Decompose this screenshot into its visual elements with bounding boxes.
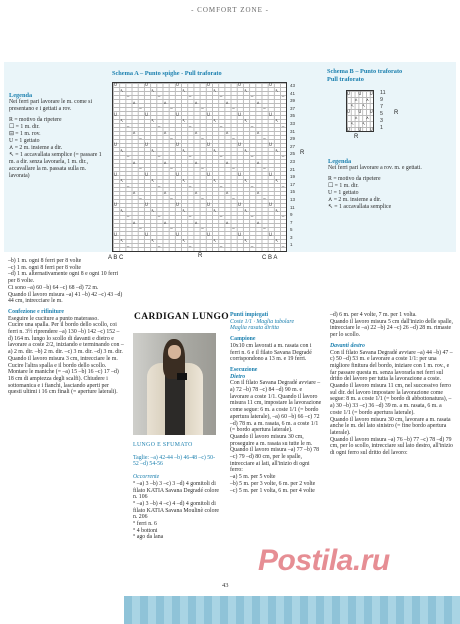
occorrente-heading: Occorrente (133, 474, 160, 481)
chart-stitch-symbol: − (157, 244, 161, 249)
text-column-1 (8, 258, 124, 396)
chart-stitch-symbol: ⋏ (256, 130, 260, 135)
chart-stitch-symbol: U (176, 232, 179, 237)
chart-stitch-symbol: U (358, 109, 362, 114)
chart-stitch-symbol: U (176, 202, 179, 207)
col3-campione: 10x10 cm lavorati a m. rasata con i ferri n. 6 e il filato Savana Degradé corrispondono a 13 m. e 19 ferri. (230, 342, 312, 363)
chart-stitch-symbol: ⋏ (256, 100, 260, 105)
chart-stitch-symbol: U (176, 172, 179, 177)
chart-stitch-symbol: ↖ (244, 148, 248, 153)
chart-stitch-symbol: − (138, 166, 143, 171)
chart-stitch-symbol: ↖ (182, 208, 186, 213)
legend-right-item: ⋏ = 2 m. insieme a dir. (328, 197, 382, 203)
chart-stitch-symbol: − (250, 94, 254, 99)
col1-line: Ci sono –a) 60 –b) 64 –c) 68 –d) 72 m. (8, 284, 99, 291)
chart-stitch-symbol: ↖ (275, 238, 279, 243)
chart-row-number: 13 (290, 196, 296, 202)
chart-stitch-symbol: − (126, 94, 130, 99)
chart-stitch-symbol: − (169, 196, 174, 201)
chart-b-label-bottom: R (354, 134, 359, 140)
chart-row-number: 11 (290, 204, 295, 210)
chart-stitch-symbol: ↖ (362, 121, 366, 126)
chart-row-number: 9 (380, 97, 383, 103)
chart-stitch-symbol: − (157, 154, 161, 159)
col4-line: Quando il lavoro misura 5 cm dall'inizio delle spalle, intrecciare le –a) 22 –b) 24 –c) 26 –d) 28 m. rimaste per lo scollo. (330, 318, 453, 339)
chart-stitch-symbol: − (169, 136, 174, 141)
chart-b-row-numbers (380, 90, 386, 132)
occorrente-item: ° –a) 3 –b) 3 –c) 3 –d) 4 gomitoli di filato KATIA Savana Degradé colore n. 106 (133, 480, 219, 501)
legend-right-item: U = 1 gettato (328, 190, 359, 196)
legend-right-item: R = motivo da ripetere (328, 176, 381, 182)
col4-line: –d) 6 m. per 4 volte, 7 m. per 1 volta. (330, 312, 417, 318)
chart-stitch-symbol: ⋏ (163, 190, 167, 195)
col3-heading-esecuzione: Esecuzione (230, 366, 258, 373)
chart-stitch-symbol: ↖ (244, 238, 248, 243)
chart-a-label-right: C B A (262, 255, 278, 261)
col1-line: Eseguire le cuciture a punto materasso. (8, 315, 99, 322)
col1-line: Quando il lavoro misura –a) 41 –b) 42 –c) 43 –d) 44 cm, intrecciare le m. (8, 291, 123, 305)
chart-stitch-symbol: − (138, 226, 143, 231)
chart-stitch-symbol: U (347, 91, 350, 96)
chart-stitch-symbol: − (138, 106, 143, 111)
chart-stitch-symbol: − (138, 136, 143, 141)
chart-stitch-symbol: U (238, 112, 241, 117)
chart-stitch-symbol: U (238, 202, 241, 207)
chart-stitch-symbol: ↖ (182, 88, 186, 93)
chart-row-number: 5 (290, 227, 293, 233)
legend-left-heading: Legenda (9, 92, 33, 99)
col4-line: Quando il lavoro misura 11 cm, nel successivo ferro sul dir. del lavoro impostare la lavorazione come segue: 8 m. a coste 1/1 (= bordo di abbottonatura), –a) 30 –b) 33 –c) 36 –d) 39 m. a m. rasata, 6 m. a coste 1/1 (= bordo apertura laterale). (330, 383, 452, 416)
chart-stitch-symbol: U (176, 82, 179, 87)
chart-stitch-symbol: − (281, 184, 285, 189)
legend-right-intro: Nei ferri pari lavorare a rov. m. e gettati. (328, 165, 422, 171)
chart-stitch-symbol: U (238, 82, 241, 87)
chart-stitch-symbol: − (262, 166, 267, 171)
chart-stitch-symbol: U (207, 112, 210, 117)
chart-stitch-symbol: − (188, 184, 192, 189)
chart-stitch-symbol: − (219, 184, 223, 189)
chart-stitch-symbol: ↖ (213, 88, 217, 93)
chart-stitch-symbol: ⋏ (354, 97, 358, 102)
chart-stitch-symbol: − (281, 244, 285, 249)
col3-sub-coste: Coste 1/1 · Maglia tubolare (230, 318, 295, 325)
chart-stitch-symbol: ↖ (151, 178, 155, 183)
chart-stitch-symbol: U (369, 127, 373, 132)
chart-stitch-symbol: U (114, 112, 117, 117)
chart-stitch-symbol: − (188, 214, 192, 219)
chart-stitch-symbol: U (347, 127, 350, 132)
chart-row-number: 43 (290, 83, 296, 88)
chart-row-number: 9 (290, 212, 293, 218)
chart-stitch-symbol: − (157, 214, 161, 219)
chart-stitch-symbol: ↖ (120, 208, 124, 213)
chart-stitch-symbol: ⋏ (194, 220, 198, 225)
chart-stitch-symbol: ↖ (350, 121, 355, 126)
chart-b-title-line1: Schema B – Punto traforato (327, 68, 403, 75)
col1-line: Quando il lavoro misura 3 cm, intrecciare le m. (8, 355, 118, 362)
chart-stitch-symbol: ↖ (275, 88, 279, 93)
chart-stitch-symbol: U (207, 172, 210, 177)
chart-row-number: 3 (380, 118, 383, 124)
chart-stitch-symbol: ⋏ (354, 115, 358, 120)
chart-stitch-symbol: − (250, 184, 254, 189)
chart-stitch-symbol: − (262, 226, 267, 231)
chart-stitch-symbol: U (145, 112, 148, 117)
chart-stitch-symbol: ⋏ (225, 160, 229, 165)
chart-stitch-symbol: − (281, 154, 285, 159)
chart-stitch-symbol: − (169, 226, 174, 231)
chart-stitch-symbol: U (358, 127, 362, 132)
occorrente-item: ° –a) 3 –b) 4 –c) 4 –d) 4 gomitoli di filato KATIA Savana Moulinè colore n. 206 (133, 500, 219, 521)
chart-stitch-symbol: U (369, 91, 373, 96)
chart-stitch-symbol: − (188, 154, 192, 159)
chart-stitch-symbol: − (200, 106, 205, 111)
legend-left-item: ↖ = 1 accavallata semplice (= passare 1 m. a dir. senza lavorarla, 1 m. dir., accavallare la m. passata sulla m. lavorata) (9, 152, 102, 179)
chart-stitch-symbol: ⋏ (225, 100, 229, 105)
col3-heading-punti: Punti impiegati (230, 312, 269, 318)
col4-line: Quando il lavoro misura 30 cm, lavorare a m. rasata anche le m. del lato sinistro (= fine bordo apertura laterale). (330, 416, 451, 436)
chart-stitch-symbol: U (145, 232, 148, 237)
chart-stitch-symbol: ↖ (151, 208, 155, 213)
chart-stitch-symbol: U (238, 172, 241, 177)
col3-dietro2: Quando il lavoro misura 30 cm, proseguire a m. rasata su tutte le m. Quando il lavoro misura –a) 77 –b) 78 –c) 79 –d) 80 cm, per le spalle, intrecciare ai lati, all'inizio di ogni ferro: (230, 433, 320, 474)
chart-row-number: 41 (290, 90, 296, 96)
chart-stitch-symbol: U (369, 109, 373, 114)
chart-stitch-symbol: ↖ (151, 118, 155, 123)
chart-stitch-symbol: − (231, 166, 236, 171)
chart-stitch-symbol: ⋏ (132, 220, 136, 225)
col4-heading: Davanti destro (330, 342, 365, 349)
chart-stitch-symbol: ⋏ (256, 160, 260, 165)
chart-stitch-symbol: ⋏ (194, 100, 198, 105)
chart-b-title (327, 68, 402, 84)
chart-stitch-symbol: U (145, 82, 148, 87)
chart-stitch-symbol: ↖ (275, 208, 279, 213)
chart-row-number: 1 (290, 242, 293, 248)
chart-stitch-symbol: − (169, 106, 174, 111)
chart-stitch-symbol: U (358, 91, 362, 96)
chart-stitch-symbol: ⋏ (225, 220, 229, 225)
chart-row-number: 15 (290, 189, 296, 195)
legend-left-item: U = 1 gettato (9, 138, 40, 144)
chart-row-number: 3 (290, 234, 293, 240)
chart-stitch-symbol: ⋏ (225, 190, 229, 195)
chart-stitch-symbol: ⋏ (163, 130, 167, 135)
occorrente-item: ° ferri n. 6 (133, 521, 157, 528)
chart-stitch-symbol: U (207, 142, 210, 147)
chart-stitch-symbol: U (114, 232, 117, 237)
chart-stitch-symbol: ⋏ (194, 130, 198, 135)
chart-row-number: 7 (290, 219, 293, 225)
chart-stitch-symbol: ↖ (213, 238, 217, 243)
chart-stitch-symbol: U (145, 202, 148, 207)
chart-stitch-symbol: U (114, 172, 117, 177)
chart-row-number: 39 (290, 98, 296, 104)
chart-stitch-symbol: ⋏ (163, 160, 167, 165)
chart-stitch-symbol: − (281, 124, 285, 129)
chart-stitch-symbol: U (145, 172, 148, 177)
legend-left-item: ⋏ = 2 m. insieme a dir. (9, 145, 63, 151)
chart-stitch-symbol: − (250, 244, 254, 249)
chart-stitch-symbol: U (347, 109, 350, 114)
chart-stitch-symbol: U (207, 202, 210, 207)
chart-stitch-symbol: − (231, 226, 236, 231)
page-header: - COMFORT ZONE - (191, 6, 269, 14)
watermark-logo: Postila.ru (258, 544, 390, 577)
chart-stitch-symbol: ↖ (350, 103, 355, 108)
cardigan-photo (133, 333, 216, 435)
chart-stitch-symbol: ↖ (275, 148, 279, 153)
col3-sub-maglia: Maglia rasata diritta (230, 325, 279, 332)
chart-a-title: Schema A – Punto spighe - Pull traforato (112, 70, 222, 77)
text-column-4 (330, 312, 454, 457)
legend-left-item: ☐ = 1 m. dir. (9, 124, 40, 130)
col1-line: Cucire l'altra spalla e il bordo dello scollo. Montare le maniche (= –a) 15 –b) 16 –c) 17 –d) 18 cm di ampiezza degli scalfi). Chiudere i sottomanica e i fianchi, lasciando aperti per questi ultimi i 16 cm finali (= aperture laterali). (8, 362, 119, 396)
chart-stitch-symbol: − (157, 184, 161, 189)
chart-stitch-symbol: ⋏ (163, 100, 167, 105)
chart-stitch-symbol: ⋏ (256, 220, 260, 225)
chart-stitch-symbol: − (231, 106, 236, 111)
chart-row-number: 27 (290, 143, 296, 149)
chart-stitch-symbol: ⋏ (256, 190, 260, 195)
chart-stitch-symbol: − (169, 166, 174, 171)
occorrente-item: ° ago da lana (133, 534, 164, 541)
chart-stitch-symbol: U (207, 82, 210, 87)
chart-stitch-symbol: U (269, 82, 272, 87)
text-column-3 (230, 312, 322, 494)
chart-stitch-symbol: − (188, 124, 192, 129)
chart-stitch-symbol: ↖ (213, 148, 217, 153)
chart-stitch-symbol: U (176, 112, 179, 117)
chart-stitch-symbol: − (231, 136, 236, 141)
chart-stitch-symbol: ⋏ (225, 130, 229, 135)
chart-stitch-symbol: U (238, 232, 241, 237)
text-column-2 (133, 442, 219, 541)
chart-stitch-symbol: U (269, 202, 272, 207)
knit-texture-strip (124, 596, 460, 624)
chart-stitch-symbol: U (207, 232, 210, 237)
chart-stitch-symbol: U (145, 142, 148, 147)
chart-row-number: 21 (290, 166, 296, 172)
chart-row-number: 19 (290, 174, 296, 180)
chart-stitch-symbol: ↖ (120, 148, 124, 153)
chart-stitch-symbol: ↖ (213, 118, 217, 123)
chart-b-grid (346, 90, 374, 132)
legend-left-item: ⊟ = 1 m. rov. (9, 131, 41, 137)
chart-stitch-symbol: − (250, 154, 254, 159)
chart-stitch-symbol: ↖ (275, 178, 279, 183)
chart-stitch-symbol: − (188, 94, 192, 99)
col3-dietro: Con il filato Savana Degradé avviare –a) 72 –b) 78 –c) 84 –d) 90 m. e lavorare a coste 1/1. Quando il lavoro misura 11 cm, impostare la lavorazione come segue: 6 m. a coste 1/1 (= bordo apertura laterale), –a) 60 –b) 66 –c) 72 –d) 78 m. a m. rasata, 6 m. a coste 1/1 (= bordo apertura laterale). (230, 380, 322, 434)
col1-line: –d) 1 m. alternativamente ogni 8 e ogni 10 ferri per 8 volte. (8, 271, 119, 285)
chart-stitch-symbol: ↖ (120, 88, 124, 93)
chart-stitch-symbol: − (250, 124, 254, 129)
chart-a-label-left: A B C (108, 255, 124, 261)
chart-stitch-symbol: U (269, 142, 272, 147)
chart-stitch-symbol: − (219, 124, 223, 129)
chart-stitch-symbol: U (269, 112, 272, 117)
chart-a-label-mid: R (198, 253, 203, 259)
chart-stitch-symbol: ⋏ (194, 160, 198, 165)
chart-row-number: 11 (380, 90, 386, 96)
chart-stitch-symbol: − (219, 154, 223, 159)
chart-stitch-symbol: − (200, 226, 205, 231)
chart-stitch-symbol: ↖ (244, 118, 248, 123)
chart-stitch-symbol: − (262, 196, 267, 201)
legend-left-item: R = motivo da ripetere (9, 117, 62, 123)
chart-stitch-symbol: ↖ (182, 118, 186, 123)
legend-left (9, 92, 108, 180)
chart-stitch-symbol: ↖ (151, 238, 155, 243)
chart-row-number: 31 (290, 128, 296, 134)
chart-stitch-symbol: ↖ (120, 118, 124, 123)
chart-stitch-symbol: ⋏ (366, 115, 369, 120)
chart-stitch-symbol: ↖ (244, 208, 248, 213)
chart-stitch-symbol: − (126, 124, 130, 129)
col3-list-item: –b) 5 m. per 3 volte, 6 m. per 2 volte (230, 480, 316, 487)
legend-left-intro: Nei ferri pari lavorare le m. come si presentano e i gettati a rov. (9, 99, 93, 112)
chart-stitch-symbol: − (219, 244, 223, 249)
chart-stitch-symbol: U (114, 142, 117, 147)
chart-stitch-symbol: − (262, 136, 267, 141)
chart-row-number: 33 (290, 120, 296, 126)
chart-b-label-side: R (394, 110, 399, 116)
chart-b-title-line2: Pull traforato (327, 76, 364, 83)
chart-row-number: 1 (380, 125, 383, 131)
chart-stitch-symbol: − (250, 214, 254, 219)
col1-line: –c) 1 m. ogni 8 ferri per 8 volte (8, 264, 81, 271)
chart-stitch-symbol: − (157, 94, 161, 99)
col1-heading: Confezione e rifiniture (8, 308, 64, 315)
chart-stitch-symbol: ⋏ (163, 220, 167, 225)
chart-stitch-symbol: ↖ (244, 178, 248, 183)
chart-stitch-symbol: − (126, 184, 130, 189)
chart-row-number: 23 (290, 158, 296, 164)
col1-line: Cucire una spalla. Per il bordo dello scollo, coi ferri n. 3½ riprendere –a) 130 –b) 142 –c) 152 –d) 164 m. lungo lo scollo di davanti e dietro e lavorare a coste 2/2, iniziando e terminando con –a) 2 m. dir. –b) 2 m. dir. –c) 3 m. dir. –d) 3 m. dir. (8, 322, 124, 356)
chart-stitch-symbol: − (157, 124, 161, 129)
col4-line: Quando il lavoro misura –a) 76 –b) 77 –c) 78 –d) 79 cm, per lo scollo, intrecciare sul lato destro, all'inizio di ogni ferro sul dritto del lavoro: (330, 436, 453, 457)
chart-stitch-symbol: − (231, 196, 236, 201)
chart-row-number: 25 (290, 151, 296, 157)
page-number: 43 (222, 582, 229, 589)
chart-stitch-symbol: ↖ (151, 148, 155, 153)
chart-stitch-symbol: − (219, 214, 223, 219)
chart-stitch-symbol: ⋏ (132, 160, 136, 165)
chart-stitch-symbol: − (200, 196, 205, 201)
chart-stitch-symbol: ↖ (275, 118, 279, 123)
chart-a-grid (112, 82, 287, 252)
cardigan-title: CARDIGAN LUNGO (134, 312, 230, 322)
chart-stitch-symbol: U (114, 82, 117, 87)
legend-right-item: ↖ = 1 accavallata semplice (328, 204, 392, 210)
chart-row-number: 7 (380, 104, 383, 110)
chart-stitch-symbol: U (238, 142, 241, 147)
chart-stitch-symbol: − (126, 244, 130, 249)
col4-line: Con il filato Savana Degradé avviare –a) 44 –b) 47 –c) 50 –d) 53 m. e lavorare a coste 1/1: per una migliore finitura del bordo, iniziare con 1 m. rov., e far passare questa m. senza lavorarla nei ferri sul dritto del lavoro per tutta la lavorazione a coste. (330, 349, 453, 383)
chart-a-label-side: R (300, 150, 305, 156)
chart-stitch-symbol: ↖ (182, 148, 186, 153)
legend-right (328, 158, 450, 211)
chart-stitch-symbol: U (269, 232, 272, 237)
legend-right-item: ☐ = 1 m. dir. (328, 183, 359, 189)
chart-stitch-symbol: ↖ (151, 88, 155, 93)
chart-stitch-symbol: − (188, 244, 192, 249)
chart-row-number: 29 (290, 136, 296, 142)
chart-stitch-symbol: ↖ (213, 178, 217, 183)
cardigan-sizes: Taglie: –a) 42-44 –b) 46-48 –c) 50-52 –d) 54-56 (133, 454, 216, 468)
chart-row-number: 5 (380, 111, 383, 117)
legend-right-heading: Legenda (328, 158, 352, 165)
chart-stitch-symbol: − (281, 94, 285, 99)
chart-stitch-symbol: ⋏ (132, 100, 136, 105)
chart-stitch-symbol: ↖ (120, 178, 124, 183)
chart-stitch-symbol: U (114, 202, 117, 207)
chart-stitch-symbol: − (138, 196, 143, 201)
col3-sub-dietro: Dietro (230, 373, 246, 380)
chart-stitch-symbol: ⋏ (132, 130, 136, 135)
cardigan-subtitle: LUNGO E SFUMATO (133, 442, 193, 448)
chart-stitch-symbol: ↖ (244, 88, 248, 93)
chart-stitch-symbol: ⋏ (366, 97, 369, 102)
chart-stitch-symbol: − (262, 106, 267, 111)
chart-stitch-symbol: − (219, 94, 223, 99)
col3-heading-campione: Campione (230, 336, 256, 343)
chart-stitch-symbol: ⋏ (132, 190, 136, 195)
chart-stitch-symbol: ↖ (120, 238, 124, 243)
chart-a-row-numbers (290, 84, 295, 251)
chart-row-number: 17 (290, 181, 296, 187)
chart-stitch-symbol: − (126, 154, 130, 159)
chart-stitch-symbol: − (126, 214, 130, 219)
col3-list-item: –c) 5 m. per 1 volta, 6 m. per 4 volte (230, 487, 315, 494)
chart-stitch-symbol: ↖ (362, 103, 366, 108)
chart-stitch-symbol: U (176, 142, 179, 147)
chart-stitch-symbol: − (200, 166, 205, 171)
occorrente-item: ° 4 bottoni (133, 527, 158, 534)
chart-stitch-symbol: − (281, 214, 285, 219)
chart-row-number: 37 (290, 105, 296, 111)
chart-stitch-symbol: ↖ (182, 238, 186, 243)
col1-line: –b) 1 m. ogni 8 ferri per 8 volte (8, 258, 82, 264)
chart-stitch-symbol: U (269, 172, 272, 177)
chart-stitch-symbol: ↖ (182, 178, 186, 183)
chart-row-number: 35 (290, 113, 296, 119)
chart-stitch-symbol: ⋏ (194, 190, 198, 195)
col3-list-item: –a) 5 m. per 5 volte (230, 474, 276, 481)
chart-stitch-symbol: ↖ (213, 208, 217, 213)
chart-stitch-symbol: − (200, 136, 205, 141)
